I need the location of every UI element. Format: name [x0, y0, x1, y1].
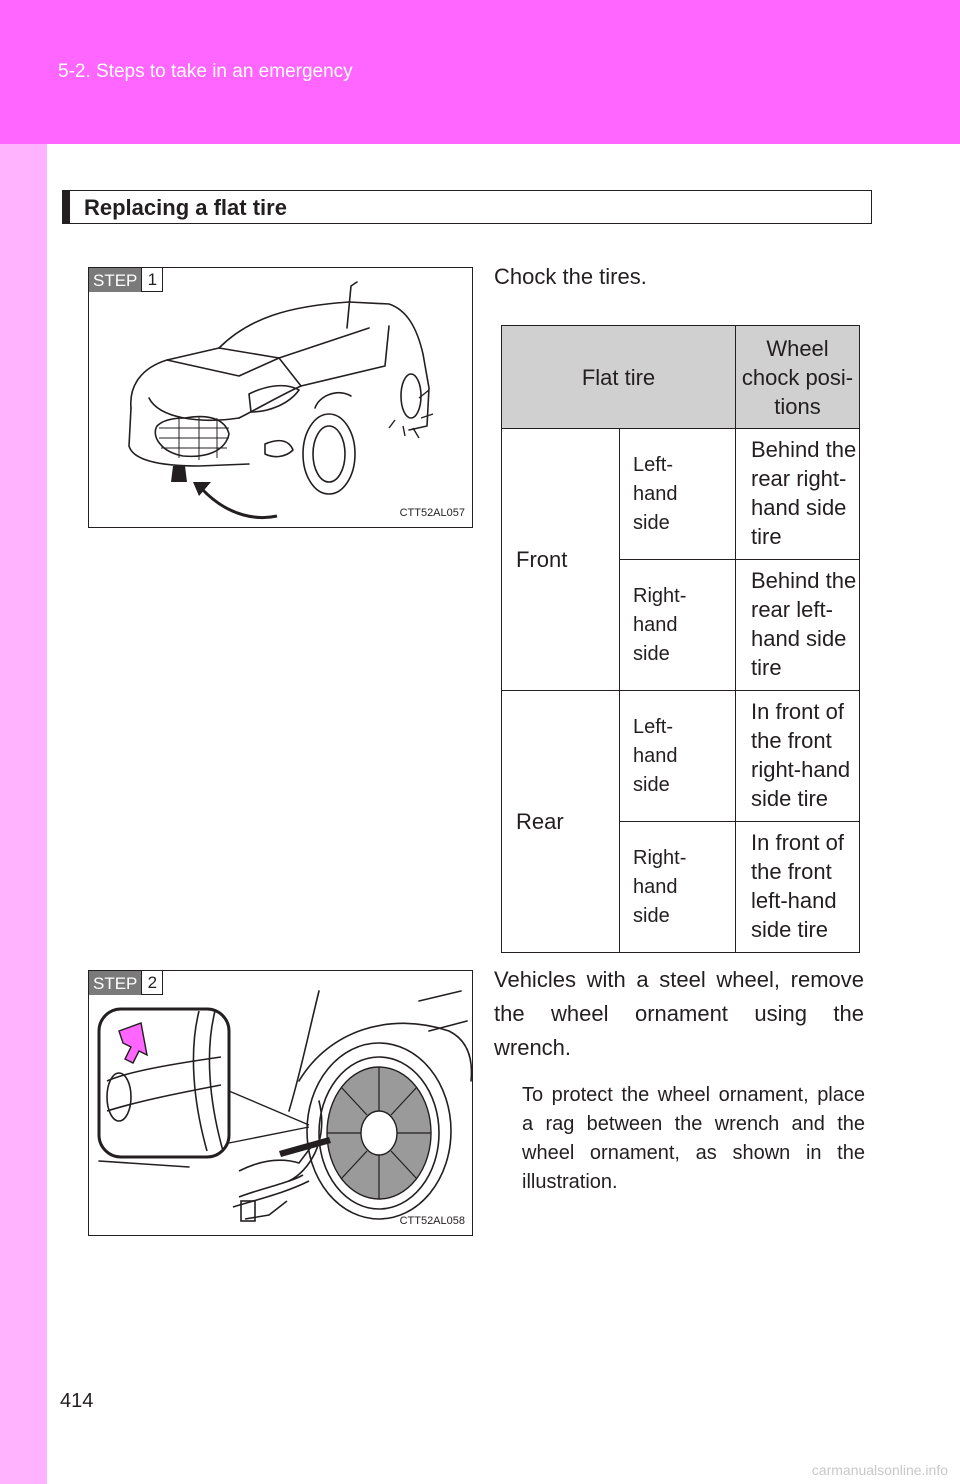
table-row	[502, 429, 860, 560]
position-line: rear left-	[751, 597, 833, 622]
page-number: 414	[60, 1390, 94, 1412]
side-cell	[620, 822, 736, 953]
side-line: side	[633, 774, 670, 796]
side-line: side	[633, 905, 670, 927]
side-line: Right-	[633, 847, 687, 869]
title-marker	[62, 190, 70, 224]
position-line: In front of	[751, 699, 844, 724]
section-title: Replacing a flat tire	[84, 195, 287, 220]
step-number: 1	[141, 268, 163, 292]
position-line: hand side	[751, 495, 847, 520]
step2-text: Vehicles with a steel wheel, remove the wheel ornament using the wrench.	[494, 967, 864, 1060]
section-title-box	[62, 190, 872, 224]
position-cell	[736, 560, 860, 691]
col-header-chock-positions	[736, 326, 860, 429]
side-cell	[620, 560, 736, 691]
table-header-row	[502, 326, 860, 429]
position-line: rear right-	[751, 466, 847, 491]
side-line: hand	[633, 614, 678, 636]
position-line: side tire	[751, 786, 829, 811]
side-line: side	[633, 643, 670, 665]
figure-code: CTT52AL058	[399, 1215, 465, 1227]
position-line: In front of	[751, 830, 844, 855]
position-line: right-hand	[751, 757, 851, 782]
position-line: the front	[751, 728, 832, 753]
watermark: carmanualsonline.info	[811, 1462, 948, 1478]
side-line: hand	[633, 876, 678, 898]
step-label: STEP	[89, 268, 141, 292]
group-front: Front	[502, 429, 620, 691]
step2-figure	[88, 970, 473, 1236]
figure-code: CTT52AL057	[399, 507, 465, 519]
position-line: Behind the	[751, 568, 857, 593]
wheel-ornament-illustration	[89, 971, 473, 1236]
position-line: tire	[751, 524, 782, 549]
position-line: the front	[751, 859, 832, 884]
header-line: chock posi-	[741, 364, 854, 390]
header-line: Wheel	[766, 335, 829, 361]
side-line: Left-	[633, 454, 674, 476]
page-sidebar	[0, 144, 47, 1484]
step2-note: To protect the wheel ornament, place a rag between the wrench and the wheel ornament, as shown in the illustration.	[522, 1084, 865, 1193]
side-cell	[620, 691, 736, 822]
position-line: side tire	[751, 917, 829, 942]
position-cell	[736, 429, 860, 560]
car-chock-illustration	[89, 268, 473, 528]
side-line: hand	[633, 745, 678, 767]
step-number: 2	[141, 971, 163, 995]
side-line: hand	[633, 483, 678, 505]
section-heading: 5-2. Steps to take in an emergency	[58, 61, 353, 82]
col-header-flat-tire: Flat tire	[502, 326, 736, 429]
position-line: Behind the	[751, 437, 857, 462]
position-line: hand side	[751, 626, 847, 651]
step-label: STEP	[89, 971, 141, 995]
page-header	[0, 0, 960, 144]
table-row	[502, 691, 860, 822]
group-rear: Rear	[502, 691, 620, 953]
position-cell	[736, 691, 860, 822]
side-line: side	[633, 512, 670, 534]
side-cell	[620, 429, 736, 560]
side-line: Left-	[633, 716, 674, 738]
side-line: Right-	[633, 585, 687, 607]
header-line: tions	[774, 393, 821, 419]
position-line: tire	[751, 655, 782, 680]
step1-figure	[88, 267, 473, 528]
position-cell	[736, 822, 860, 953]
position-line: left-hand	[751, 888, 837, 913]
chock-position-table	[501, 325, 860, 953]
step1-text: Chock the tires.	[494, 264, 647, 289]
